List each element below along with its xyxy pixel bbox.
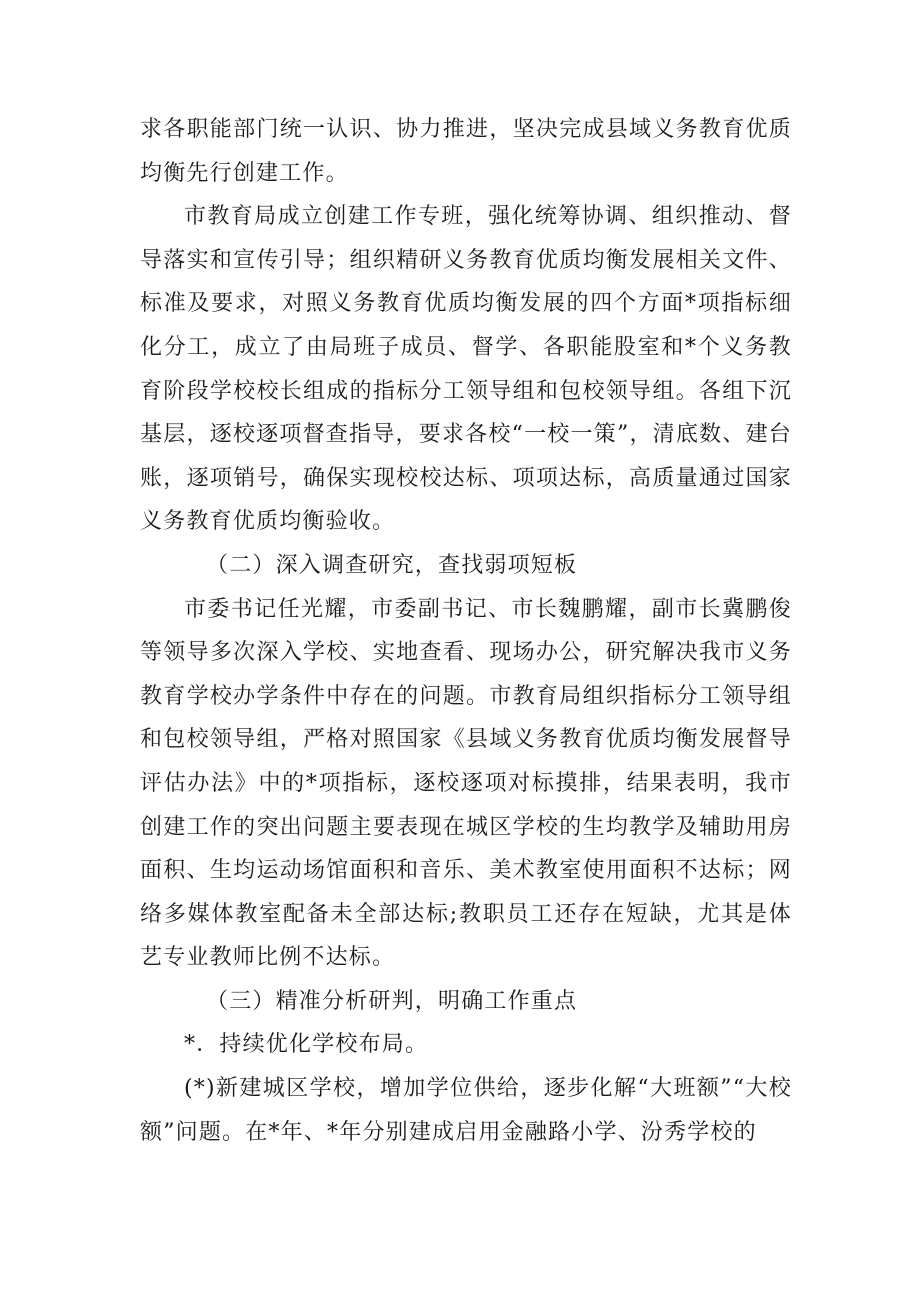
paragraph-list-item-1: *．持续优化学校布局。 [184, 1032, 429, 1058]
paragraph-new-schools: (*)新建城区学校，增加学位供给，逐步化解“大班额”“大校额”问题。在*年、*年分别建成启用金融路小学、汾秀学校的 [140, 1076, 792, 1145]
paragraph-work-team: 市教育局成立创建工作专班，强化统筹协调、组织推动、督导落实和宣传引导；组织精研义务教育优质均衡发展相关文件、标准及要求，对照义务教育优质均衡发展的四个方面*项指标细化分工，成立了由局班子成员、督学、各职能股室和*个义务教育阶段学校校长组成的指标分工领导组和包校领导组。各组下沉基层，逐校逐项督查指导，要求各校“一校一策”，清底数、建台账，逐项销号，确保实现校校达标、项项达标，高质量通过国家义务教育优质均衡验收。 [140, 204, 792, 535]
section-heading-2: （二）深入调查研究，查找弱项短板 [206, 552, 578, 578]
section-heading-3: （三）精准分析研判，明确工作重点 [206, 988, 578, 1014]
paragraph-continuation: 求各职能部门统一认识、协力推进，坚决完成县域义务教育优质均衡先行创建工作。 [140, 117, 792, 186]
document-body [140, 108, 792, 1154]
paragraph-investigation: 市委书记任光耀，市委副书记、市长魏鹏耀，副市长冀鹏俊等领导多次深入学校、实地查看、现场办公，研究解决我市义务教育学校办学条件中存在的问题。市教育局组织指标分工领导组和包校领导组，严格对照国家《县域义务教育优质均衡发展督导评估办法》中的*项指标，逐校逐项对标摸排，结果表明，我市创建工作的突出问题主要表现在城区学校的生均教学及辅助用房面积、生均运动场馆面积和音乐、美术教室使用面积不达标；网络多媒体教室配备未全部达标;教职员工还存在短缺，尤其是体艺专业教师比例不达标。 [140, 596, 792, 971]
